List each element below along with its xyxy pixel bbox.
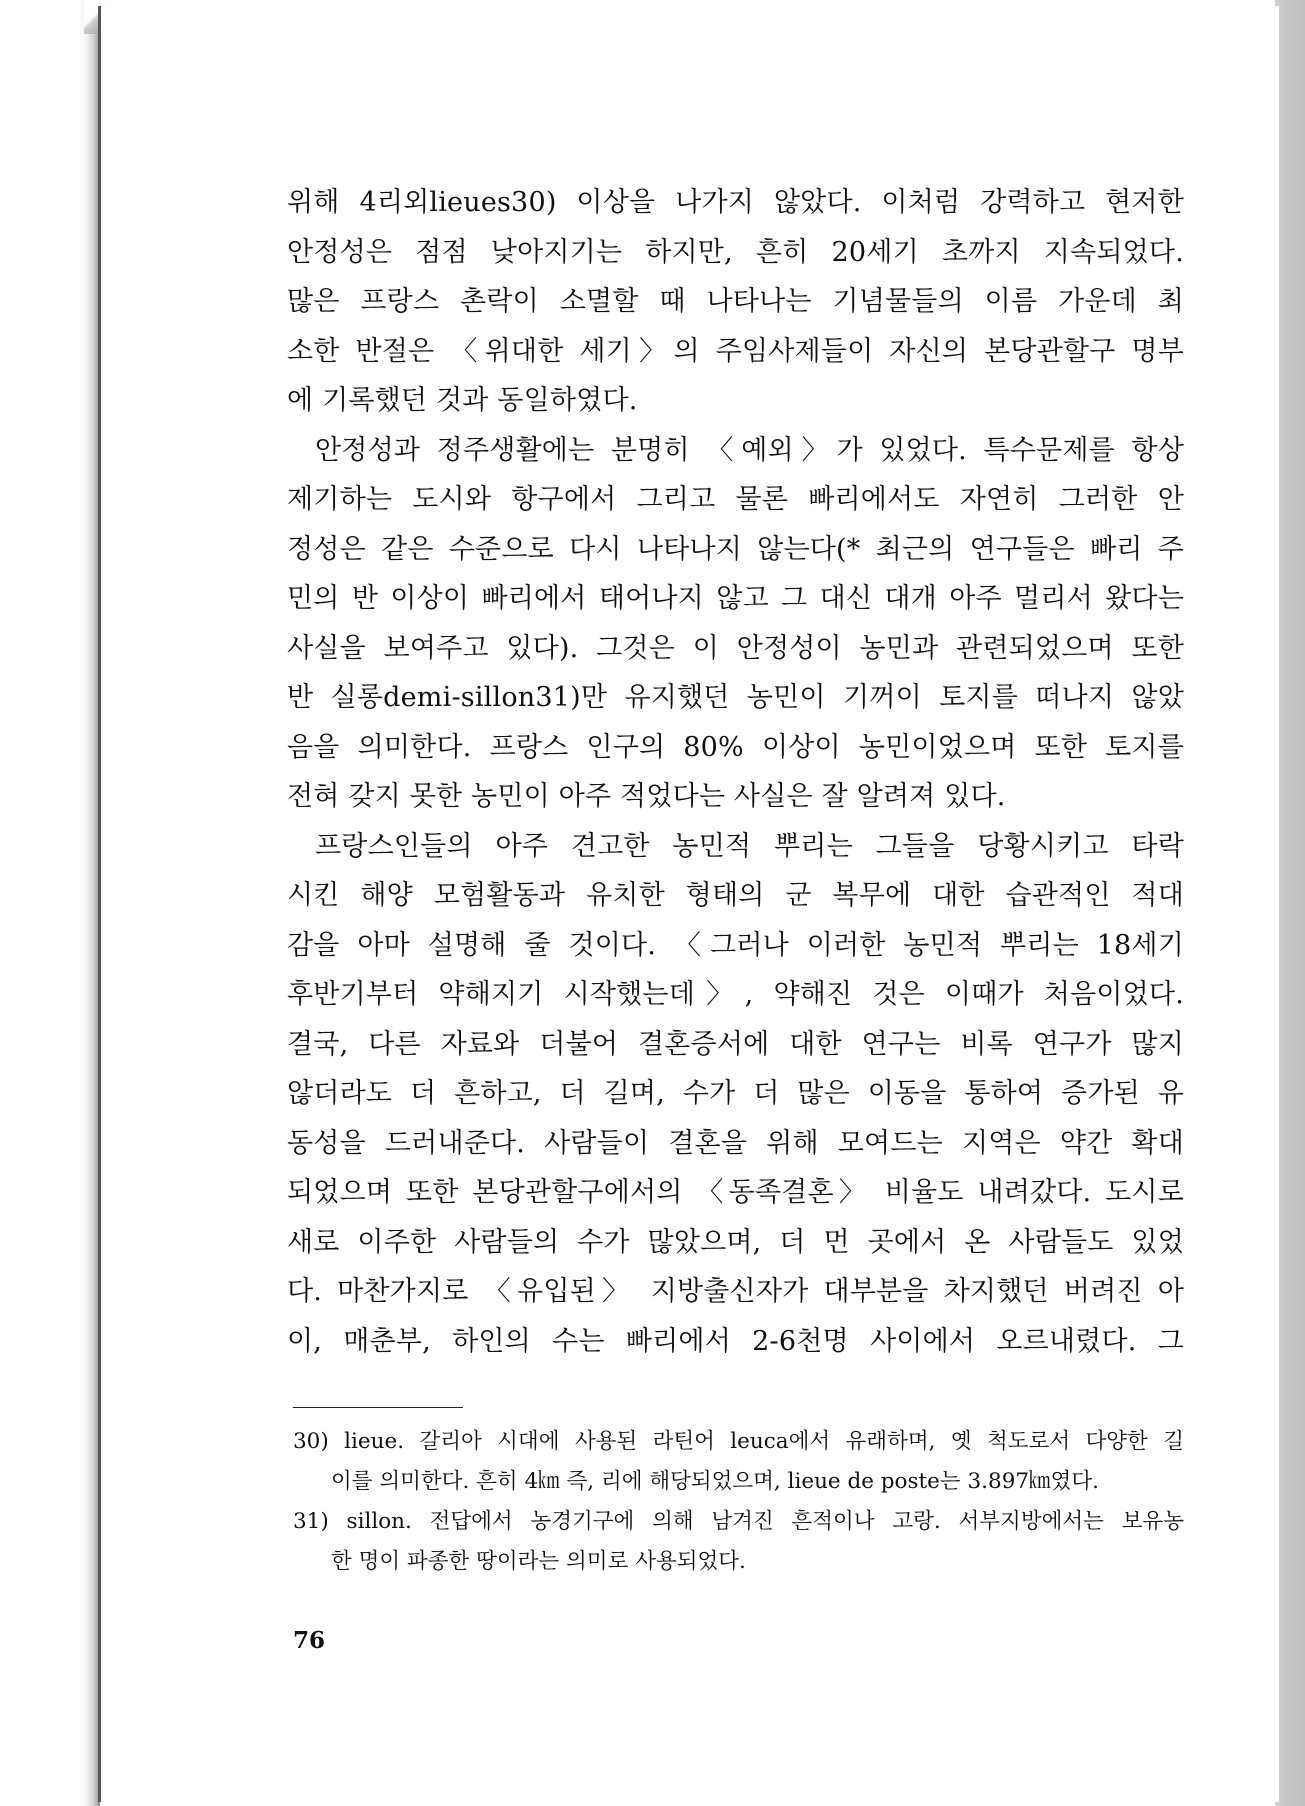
body-line: 소한 반절은 〈위대한 세기〉의 주임사제들이 자신의 본당관할구 명부 [287,335,1184,367]
body-line: 전혀 갖지 못한 농민이 아주 적었다는 사실은 잘 알려져 있다. [287,781,1006,812]
body-line: 정성은 같은 수준으로 다시 나타나지 않는다(* 최근의 연구들은 빠리 주 [287,533,1184,565]
body-line: 안정성은 점점 낮아지기는 하지만, 흔히 20세기 초까지 지속되었다. [287,236,1184,268]
body-line: 음을 의미한다. 프랑스 인구의 80% 이상이 농민이었으며 또한 토지를 [287,731,1184,763]
body-line: 결국, 다른 자료와 더불어 결혼증서에 대한 연구는 비록 연구가 많지 [287,1028,1184,1060]
footnotes [293,1422,1184,1582]
footnote-line: 31) sillon. 전답에서 농경기구에 의해 남겨진 흔적이나 고랑. 서부지방에서는 보유농 [293,1509,1184,1534]
body-line: 안정성과 정주생활에는 분명히 〈예외〉가 있었다. 특수문제를 항상 [315,434,1184,466]
body-line: 위해 4리외lieues30) 이상을 나가지 않았다. 이처럼 강력하고 현저한 [287,187,1184,218]
body-line: 민의 반 이상이 빠리에서 태어나지 않고 그 대신 대개 아주 멀리서 왔다는 [287,583,1184,614]
body-line: 에 기록했던 것과 동일하였다. [287,385,638,416]
body-line: 되었으며 또한 본당관할구에서의 〈동족결혼〉 비율도 내려갔다. 도시로 [287,1177,1184,1208]
body-line: 동성을 드러내준다. 사람들이 결혼을 위해 모여드는 지역은 약간 확대 [287,1127,1184,1159]
footnote-divider [293,1407,463,1408]
body-line: 사실을 보여주고 있다). 그것은 이 안정성이 농민과 관련되었으며 또한 [287,632,1184,664]
page-number: 76 [293,1627,326,1654]
footnote-line: 30) lieue. 갈리아 시대에 사용된 라틴어 leuca에서 유래하며, 옛 척도로서 다양한 길 [293,1429,1184,1454]
body-line: 후반기부터 약해지기 시작했는데〉, 약해진 것은 이때가 처음이었다. [287,979,1184,1010]
footnote-line: 한 명이 파종한 땅이라는 의미로 사용되었다. [331,1549,746,1574]
body-line: 다. 마찬가지로 〈유입된〉 지방출신자가 대부분을 차지했던 버려진 아 [287,1276,1184,1307]
body-line: 제기하는 도시와 항구에서 그리고 물론 빠리에서도 자연히 그러한 안 [287,484,1184,515]
footnote-line: 이를 의미한다. 흔히 4㎞ 즉, 리에 해당되었으며, lieue de poste는 3.897㎞였다. [331,1469,1099,1494]
body-line: 시킨 해양 모험활동과 유치한 형태의 군 복무에 대한 습관적인 적대 [287,880,1184,911]
body-text [287,178,1184,1366]
page-stack-edge [0,0,100,1806]
body-line: 새로 이주한 사람들의 수가 많았으며, 더 먼 곳에서 온 사람들도 있었 [287,1226,1184,1258]
body-line: 반 실롱demi-sillon31)만 유지했던 농민이 기꺼이 토지를 떠나지 않았 [287,682,1184,713]
body-line: 많은 프랑스 촌락이 소멸할 때 나타나는 기념물들의 이름 가운데 최 [287,286,1184,317]
body-line: 이, 매춘부, 하인의 수는 빠리에서 2-6천명 사이에서 오르내렸다. 그 [287,1325,1184,1357]
body-line: 감을 아마 설명해 줄 것이다. 〈그러나 이러한 농민적 뿌리는 18세기 [287,929,1184,961]
body-line: 않더라도 더 흔하고, 더 길며, 수가 더 많은 이동을 통하여 증가된 유 [287,1078,1184,1109]
body-line: 프랑스인들의 아주 견고한 농민적 뿌리는 그들을 당황시키고 타락 [315,830,1184,862]
